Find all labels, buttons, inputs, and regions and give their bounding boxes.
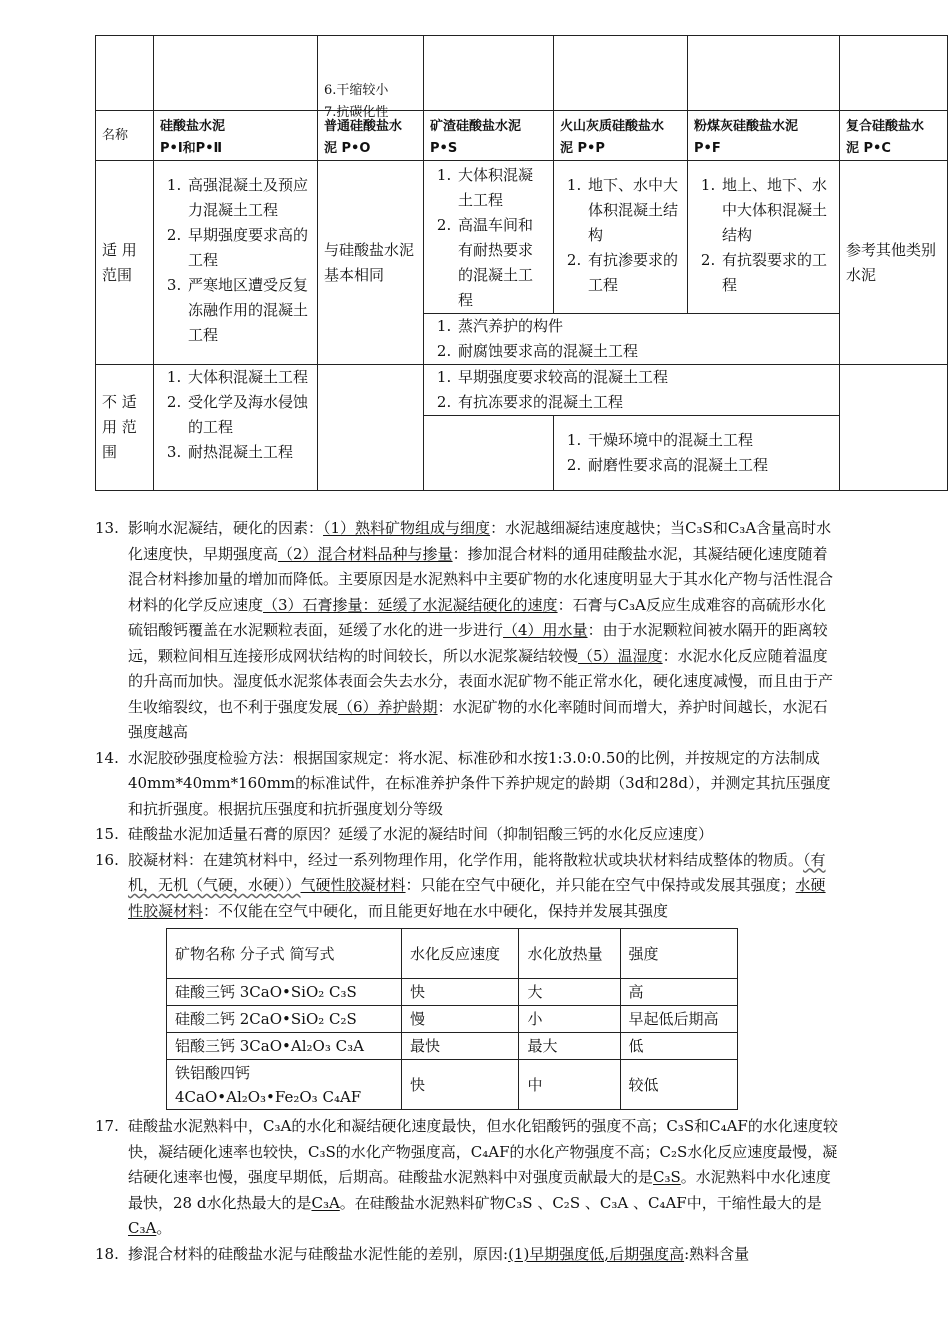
- list-item: 17. 硅酸盐水泥熟料中，C₃A的水化和凝结硬化速度最快，但水化铝酸钙的强度不高；C₃S和C₄AF的水化速度较快，凝结硬化速率也较快，C₃S的水化产物强度高，C₄AF的水化产物强度不高；C₂S水化反应速度最慢，凝结硬化速率也慢，强度早期低，后期高。硅酸盐水泥熟料中对强度贡献最大的是C₃S。水泥熟料中水化速度最快，28 d水化热最大的是C₃A。在硅酸盐水泥熟料矿物C₃S 、C₂S 、C₃A 、C₄AF中，干缩性最大的是C₃A。: [95, 1117, 838, 1237]
- composite-applicable: 参考其他类别水泥: [840, 161, 948, 365]
- table-row: [96, 36, 948, 111]
- pozzolana-applicable: 1. 地下、水中大体积混凝土结构 2. 有抗渗要求的工程: [554, 161, 688, 314]
- ordinary-not-applicable: [318, 365, 424, 491]
- top-note-cell: 6.干缩较小 7.抗碳化性: [318, 36, 424, 111]
- not-applicable-label: 不 适 用 范 围: [96, 365, 154, 491]
- shared-applicable: 1. 蒸汽养护的构件 2. 耐腐蚀要求高的混凝土工程: [424, 314, 840, 365]
- header-row: [96, 111, 948, 161]
- shared-not-applicable: 1. 早期强度要求较高的混凝土工程 2. 有抗冻要求的混凝土工程: [424, 365, 840, 416]
- portland-header: 硅酸盐水泥 P•Ⅰ和P•Ⅱ: [154, 111, 318, 161]
- table-row: 铁铝酸四钙 4CaO•Al₂O₃•Fe₂O₃ C₄AF 快 中 较低: [167, 1060, 738, 1110]
- list-item: 18. 掺混合材料的硅酸盐水泥与硅酸盐水泥性能的差别，原因:(1)早期强度低,后期强度高:熟料含量: [95, 1244, 750, 1263]
- composite-header: 复合硅酸盐水 泥 P•C: [840, 111, 948, 161]
- slag-header: 矿渣硅酸盐水泥 P•S: [424, 111, 554, 161]
- pozzolana-header: 火山灰质硅酸盐水 泥 P•P: [554, 111, 688, 161]
- composite-not-applicable: [840, 365, 948, 491]
- name-header: 名称: [96, 111, 154, 161]
- cement-comparison-table: [95, 35, 948, 491]
- table-row: 铝酸三钙 3CaO•Al₂O₃ C₃A 最快 最大 低: [167, 1033, 738, 1060]
- flyash-header: 粉煤灰硅酸盐水泥 P•F: [688, 111, 840, 161]
- flyash-applicable: 1. 地上、地下、水中大体积混凝土结构 2. 有抗裂要求的工程: [688, 161, 840, 314]
- list-item: 13. 影响水泥凝结，硬化的因素：（1）熟料矿物组成与细度：水泥越细凝结速度越快；当C₃S和C₃A含量高时水化速度快，早期强度高（2）混合材料品种与掺量：掺加混合材料的通用硅酸盐水泥，其凝结硬化速度随着混合材料掺加量的增加而降低。主要原因是水泥熟料中主要矿物的水化速度明显大于其水化产物与活性混合材料的化学反应速度（3）石膏掺量：延缓了水泥凝结硬化的速度：石膏与C₃A反应生成难容的高硫形水化硫铝酸钙覆盖在水泥颗粒表面，延缓了水化的进一步进行（4）用水量：由于水泥颗粒间被水隔开的距离较远，颗粒间相互连接形成网状结构的时间较长，所以水泥浆凝结较慢（5）温湿度：水泥水化反应随着温度的升高而加快。湿度低水泥浆体表面会失去水分，表面水泥矿物不能正常水化，硬化速度减慢，而且由于产生收缩裂纹，也不利于强度发展（6）养护龄期：水泥矿物的水化率随时间而增大，养护时间越长，水泥石强度越高: [95, 519, 834, 741]
- list-item: 14. 水泥胶砂强度检验方法：根据国家规定：将水泥、标准砂和水按1:3.0:0.50的比例，并按规定的方法制成40mm*40mm*160mm的标准试件，在标准养护条件下养护规定的龄期（3d和28d），并测定其抗压强度和抗折强度。根据抗压强度和抗折强度划分等级: [95, 748, 831, 818]
- pp-pf-not-applicable: 1. 干燥环境中的混凝土工程 2. 耐磨性要求高的混凝土工程: [554, 416, 840, 491]
- not-applicable-row-1: [96, 365, 948, 416]
- list-item: 16. 胶凝材料：在建筑材料中，经过一系列物理作用，化学作用，能将散粒状或块状材料结成整体的物质。（有机，无机（气硬，水硬））气硬性胶凝材料：只能在空气中硬化，并只能在空气中保持或发展其强度；水硬性胶凝材料：不仅能在空气中硬化，而且能更好地在水中硬化，保持并发展其强度: [95, 850, 826, 920]
- mineral-table: [166, 928, 738, 1110]
- ordinary-header: 普通硅酸盐水 泥 P•O: [318, 111, 424, 161]
- slag-not-applicable: [424, 416, 554, 491]
- slag-applicable: 1. 大体积混凝土工程 2. 高温车间和有耐热要求的混凝土工程: [424, 161, 554, 314]
- applicable-row-1: [96, 161, 948, 314]
- portland-applicable: 1. 高强混凝土及预应力混凝土工程 2. 早期强度要求高的工程 3. 严寒地区遭受反复冻融作用的混凝土工程: [154, 161, 318, 365]
- table-row: 硅酸二钙 2CaO•SiO₂ C₂S 慢 小 早起低后期高: [167, 1006, 738, 1033]
- ordinary-applicable: 与硅酸盐水泥基本相同: [318, 161, 424, 365]
- table-row: 硅酸三钙 3CaO•SiO₂ C₃S 快 大 高: [167, 979, 738, 1006]
- portland-not-applicable: 1. 大体积混凝土工程 2. 受化学及海水侵蚀的工程 3. 耐热混凝土工程: [154, 365, 318, 491]
- list-item: 15. 硅酸盐水泥加适量石膏的原因？延缓了水泥的凝结时间（抑制铝酸三钙的水化反应速度）: [95, 825, 714, 843]
- applicable-label: 适 用 范围: [96, 161, 154, 365]
- table-header-row: 矿物名称 分子式 简写式 水化反应速度 水化放热量 强度: [167, 929, 738, 979]
- notes-body: [95, 516, 840, 1267]
